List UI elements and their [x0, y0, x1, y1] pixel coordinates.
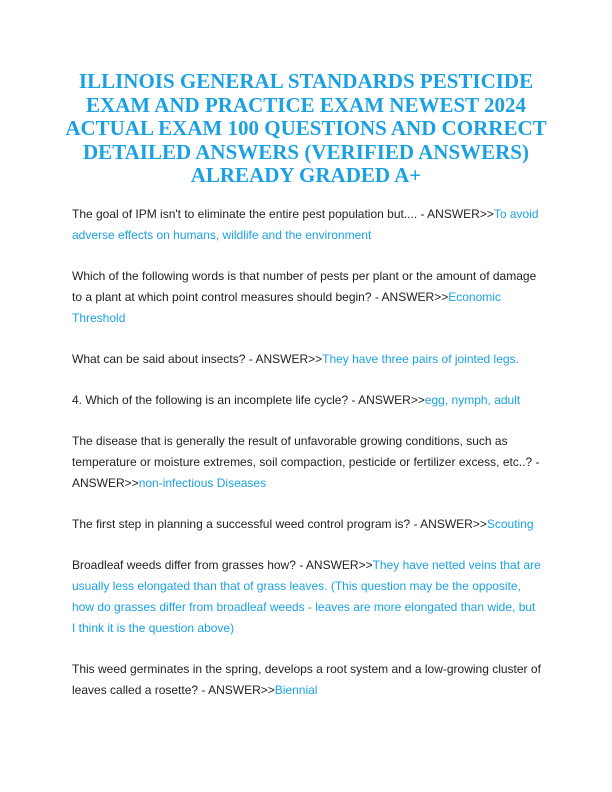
answer-prefix: - ANSWER>>	[72, 455, 540, 490]
answer-prefix: - ANSWER>>	[295, 558, 373, 572]
qa-item	[72, 204, 542, 246]
answer-text: They have three pairs of jointed legs.	[322, 352, 519, 366]
question-text: The disease that is generally the result of unfavorable growing conditions, such as temperature or moisture extremes, soil compaction, pesticide or fertilizer excess, etc..?	[72, 434, 533, 469]
answer-text: Scouting	[486, 517, 534, 531]
answer-text: egg, nymph, adult	[424, 393, 521, 407]
qa-list	[72, 204, 542, 721]
question-text: The first step in planning a successful weed control program is?	[72, 517, 411, 531]
qa-item	[72, 555, 542, 639]
answer-prefix: - ANSWER>>	[410, 517, 487, 531]
qa-item	[72, 659, 542, 701]
answer-prefix: - ANSWER>>	[245, 352, 323, 366]
document-title: ILLINOIS GENERAL STANDARDS PESTICIDE EXAM AND PRACTICE EXAM NEWEST 2024 ACTUAL EXAM 100 QUESTIONS AND CORRECT DETAILED ANSWERS (VERIFIED ANSWERS) ALREADY GRADED A+	[65, 69, 547, 187]
qa-item	[72, 266, 542, 329]
qa-item	[72, 431, 542, 494]
question-text: 4. Which of the following is an incomplete life cycle?	[72, 393, 349, 407]
answer-prefix: - ANSWER>>	[198, 683, 275, 697]
qa-item	[72, 514, 542, 535]
answer-prefix: - ANSWER>>	[371, 290, 449, 304]
question-text: Broadleaf weeds differ from grasses how?	[72, 558, 296, 572]
answer-prefix: - ANSWER>>	[348, 393, 425, 407]
answer-text: non-infectious Diseases	[138, 476, 267, 490]
qa-item	[72, 349, 542, 370]
answer-text: They have netted veins that are usually less elongated than that of grass leaves. (This question may be the opposite, how do grasses differ from broadleaf weeds - leaves are more elongated than wide, but I think it is the question above)	[72, 558, 541, 635]
answer-text: Biennial	[274, 683, 318, 697]
question-text: What can be said about insects?	[72, 352, 246, 366]
answer-text: Economic Threshold	[72, 290, 501, 325]
question-text: This weed germinates in the spring, develops a root system and a low-growing cluster of leaves called a rosette?	[72, 662, 541, 697]
qa-item	[72, 390, 542, 411]
answer-prefix: - ANSWER>>	[417, 207, 494, 221]
question-text: The goal of IPM isn't to eliminate the entire pest population but....	[72, 207, 418, 221]
answer-text: To avoid adverse effects on humans, wildlife and the environment	[72, 207, 539, 242]
question-text: Which of the following words is that number of pests per plant or the amount of damage to a plant at which point control measures should begin?	[72, 269, 537, 304]
